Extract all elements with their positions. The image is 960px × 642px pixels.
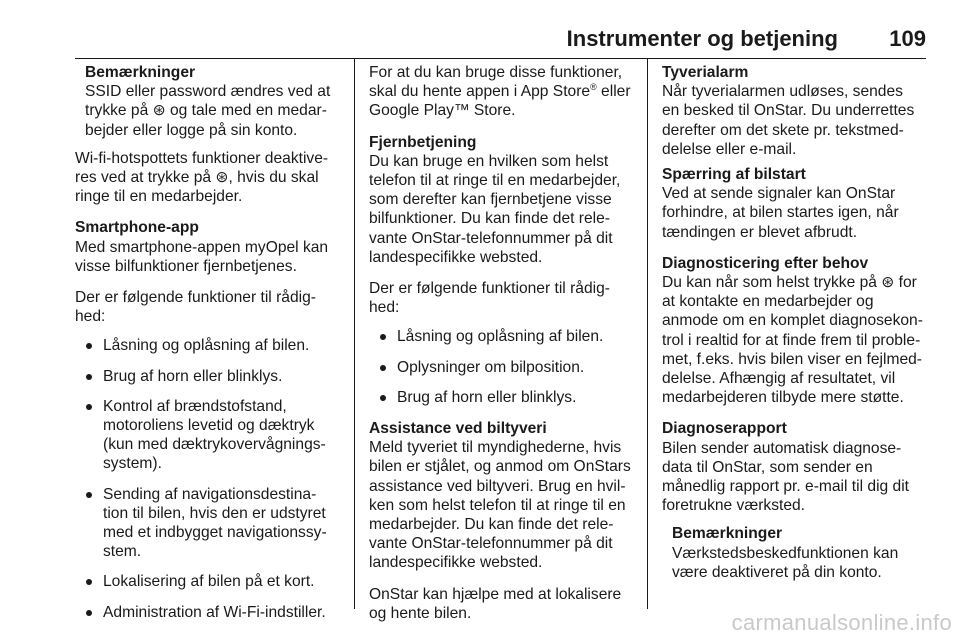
- list-item-text: Lokalisering af bilen på et kort.: [103, 573, 315, 591]
- text-line: [369, 82, 639, 101]
- text-fragment: eller: [596, 83, 631, 101]
- text-line: og hente bilen.: [369, 604, 472, 622]
- section-heading: Smartphone-app: [75, 219, 199, 237]
- column-2: [369, 63, 639, 635]
- text-line: vante OnStar-telefonnummer på dit: [369, 229, 613, 247]
- text-line: Du kan bruge en hvilken som helst: [369, 152, 609, 170]
- text-line: assistance ved biltyveri. Brug en hvil-: [369, 477, 626, 495]
- text-line: ken som helst telefon til at ringe til en: [369, 496, 626, 514]
- text-line: telefon til at ringe til en medarbejder,: [369, 172, 621, 190]
- note-block: [662, 524, 934, 582]
- note-line: være deaktiveret på din konto.: [672, 563, 882, 581]
- registered-mark: ®: [590, 82, 597, 93]
- list-item-text: Brug af horn eller blinklys.: [397, 388, 577, 406]
- text-fragment: skal du hente appen i App Store: [369, 83, 591, 101]
- text-line: som derefter kan fjernbetjene visse: [369, 191, 612, 209]
- text-line: tændingen er blevet afbrudt.: [662, 223, 858, 241]
- remote-section: [369, 133, 639, 267]
- section-title: Instrumenter og betjening: [566, 26, 838, 51]
- text-line: derefter om det skete pr. tekstmed-: [662, 121, 904, 139]
- alarm-section: [662, 63, 934, 159]
- text-line: Når tyverialarmen udløses, sendes: [662, 83, 903, 101]
- function-list: [75, 336, 347, 621]
- text-line: landespecifikke websted.: [369, 248, 543, 266]
- text-line: trol i realtid for at finde frem til proble-: [662, 331, 921, 349]
- functions-intro: [75, 288, 347, 326]
- text-line: For at du kan bruge disse funktioner,: [369, 64, 623, 81]
- text-line: foretrukne værksted.: [662, 497, 806, 515]
- text-line: hed:: [75, 308, 106, 326]
- list-item-text: Sending af navigationsdestina-: [103, 485, 317, 503]
- functions-intro: [369, 279, 639, 317]
- section-heading: Assistance ved biltyveri: [369, 420, 547, 438]
- text-line: visse bilfunktioner fjernbetjenes.: [75, 257, 297, 275]
- note-line: trykke på ⊛ og tale med en medar-: [85, 102, 327, 120]
- list-item-text: med et indbygget navigationssy-: [103, 524, 327, 542]
- smartphone-section: [75, 218, 347, 276]
- app-intro-paragraph: [369, 63, 639, 121]
- text-line: Wi-fi-hotspottets funktioner deaktive-: [75, 149, 329, 167]
- text-line: Google Play™ Store.: [369, 102, 516, 120]
- list-item-text: Låsning og oplåsning af bilen.: [103, 337, 310, 355]
- text-line: met, f.eks. hvis bilen viser en fejlmed-: [662, 350, 922, 368]
- section-heading: Diagnosticering efter behov: [662, 254, 869, 272]
- text-line: vante OnStar-telefonnummer på dit: [369, 535, 613, 553]
- text-line: data til OnStar, som sender en: [662, 458, 873, 476]
- column-3: [662, 63, 934, 591]
- list-item-text: Kontrol af brændstofstand,: [103, 397, 287, 415]
- list-item: [75, 572, 347, 591]
- remote-function-list: [369, 327, 639, 407]
- text-line: en besked til OnStar. Du underrettes: [662, 102, 915, 120]
- watermark: carmanualsonline.info: [731, 610, 952, 635]
- text-line: Ved at sende signaler kan OnStar: [662, 185, 896, 203]
- block-section: [662, 165, 934, 242]
- list-item: [75, 367, 347, 386]
- text-line: ringe til en medarbejder.: [75, 188, 243, 206]
- list-item-text: tion til bilen, hvis den er udstyret: [103, 504, 326, 522]
- header-rule: [75, 58, 926, 59]
- theft-section: [369, 419, 639, 573]
- list-item-text: Låsning og oplåsning af bilen.: [397, 328, 604, 346]
- list-item-text: motoroliens levetid og dæktryk: [103, 417, 315, 435]
- diagnostics-section: [662, 254, 934, 408]
- list-item: [369, 388, 639, 407]
- text-line: landespecifikke websted.: [369, 554, 543, 572]
- text-line: Meld tyveriet til myndighederne, hvis: [369, 439, 622, 457]
- text-line: Der er følgende funktioner til rådig-: [369, 280, 610, 298]
- list-item-text: (kun med dæktrykovervågnings-: [103, 436, 326, 454]
- text-line: res ved at trykke på ⊛, hvis du skal: [75, 169, 319, 187]
- text-line: Bilen sender automatisk diagnose-: [662, 439, 902, 457]
- text-line: Med smartphone-appen myOpel kan: [75, 238, 329, 256]
- list-item: [75, 397, 347, 474]
- list-item: [75, 485, 347, 562]
- section-heading: Fjernbetjening: [369, 133, 477, 151]
- text-line: bilen er stjålet, og anmod om OnStars: [369, 458, 631, 476]
- list-item: [75, 336, 347, 355]
- list-item: [369, 327, 639, 346]
- text-line: månedlig rapport pr. e-mail til dig dit: [662, 478, 910, 496]
- text-line: bilfunktioner. Du kan finde det rele-: [369, 210, 610, 228]
- note-line: bejder eller logge på sin konto.: [85, 121, 298, 139]
- list-item-text: Brug af horn eller blinklys.: [103, 367, 283, 385]
- section-heading: Diagnoserapport: [662, 420, 787, 438]
- text-line: at kontakte en medarbejder og: [662, 293, 874, 311]
- column-divider-2: [647, 58, 648, 609]
- text-line: Du kan når som helst trykke på ⊛ for: [662, 274, 917, 292]
- locate-paragraph: [369, 585, 639, 623]
- text-line: delelse. Afhængig af resultatet, vil: [662, 370, 896, 388]
- note-heading: Bemærkninger: [85, 64, 196, 81]
- column-divider-1: [354, 58, 355, 609]
- list-item-text: Administration af Wi-Fi-indstiller.: [103, 603, 326, 621]
- page-number: 109: [889, 26, 926, 51]
- note-line: Værkstedsbeskedfunktionen kan: [672, 544, 899, 562]
- list-item: [75, 603, 347, 622]
- text-line: delelse eller e-mail.: [662, 140, 797, 158]
- text-line: medarbejderen tilbyde mere støtte.: [662, 389, 904, 407]
- section-heading: Spærring af bilstart: [662, 166, 806, 184]
- section-heading: Tyverialarm: [662, 64, 749, 81]
- wifi-paragraph: [75, 149, 347, 207]
- column-1: [75, 63, 347, 634]
- text-line: medarbejder. Du kan finde det rele-: [369, 516, 614, 534]
- text-line: OnStar kan hjælpe med at lokalisere: [369, 585, 622, 603]
- page-header: [75, 22, 926, 58]
- note-block: [75, 63, 347, 140]
- note-line: SSID eller password ændres ved at: [85, 83, 331, 101]
- text-line: Der er følgende funktioner til rådig-: [75, 289, 316, 307]
- list-item-text: system).: [103, 455, 162, 473]
- list-item-text: Oplysninger om bilposition.: [397, 358, 585, 376]
- text-line: forhindre, at bilen startes igen, når: [662, 204, 899, 222]
- list-item: [369, 358, 639, 377]
- note-heading: Bemærkninger: [672, 525, 783, 543]
- text-line: anmode om en komplet diagnosekon-: [662, 312, 923, 330]
- report-section: [662, 419, 934, 515]
- text-line: hed:: [369, 299, 400, 317]
- list-item-text: stem.: [103, 543, 142, 561]
